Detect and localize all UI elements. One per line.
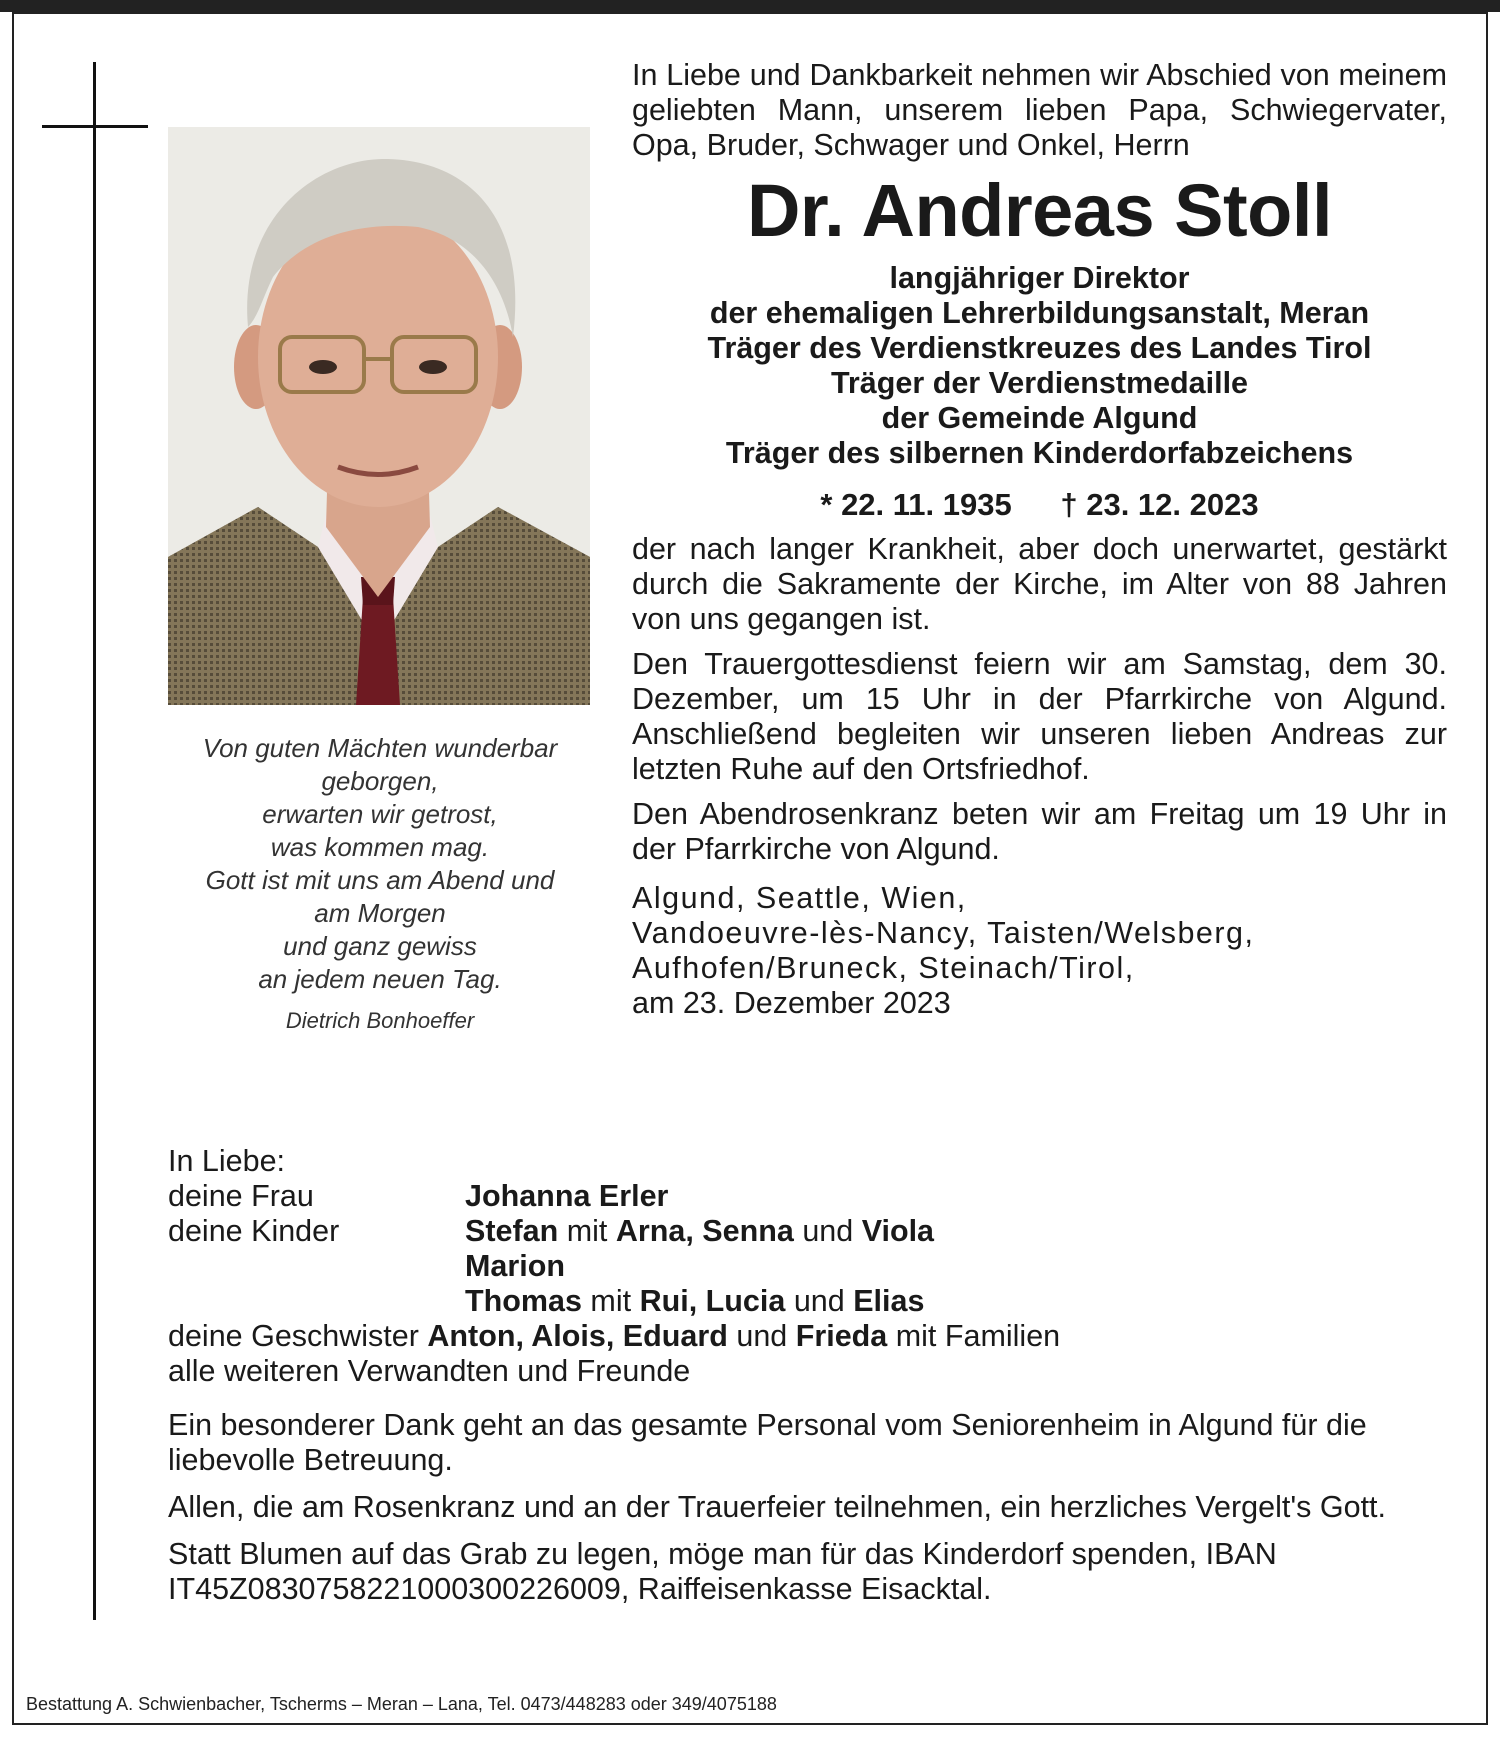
family-member: Viola <box>861 1214 935 1248</box>
closing-paragraph: Allen, die am Rosenkranz und an der Trauerfeier teilnehmen, ein herzliches Vergelt's Gott. <box>168 1490 1387 1524</box>
honor-line: Träger des silbernen Kinderdorfabzeichens <box>725 436 1354 470</box>
family-label: deine Geschwister <box>168 1319 419 1353</box>
honor-line: Träger des Verdienstkreuzes des Landes Tirol <box>707 331 1372 365</box>
family-member: Stefan <box>465 1214 559 1248</box>
connector-text: mit <box>590 1284 632 1318</box>
family-row-child <box>168 1284 1060 1319</box>
family-member: Thomas <box>465 1284 582 1318</box>
quote-author: Dietrich Bonhoeffer <box>285 1008 475 1033</box>
family-label: deine Kinder <box>168 1214 340 1248</box>
honor-line: der Gemeinde Algund <box>881 401 1198 435</box>
places-line: Algund, Seattle, Wien, <box>632 881 967 915</box>
connector-text: mit <box>566 1214 608 1248</box>
quote-line: an jedem neuen Tag. <box>258 964 502 994</box>
death-date: † 23. 12. 2023 <box>1060 487 1259 522</box>
family-member: Rui, Lucia <box>639 1284 786 1318</box>
paragraph: Den Abendrosenkranz beten wir am Freitag um 19 Uhr in der Pfarrkirche von Algund. <box>632 797 1447 866</box>
family-row-wife <box>168 1179 1060 1214</box>
honor-line: Träger der Verdienstmedaille <box>830 366 1249 400</box>
place-date: am 23. Dezember 2023 <box>632 986 951 1020</box>
cross-icon-horizontal <box>42 125 148 128</box>
quote-line: Gott ist mit uns am Abend und <box>205 865 555 895</box>
family-list <box>168 1144 1060 1389</box>
family-member: Anton, Alois, Eduard <box>427 1319 728 1353</box>
funeral-home-footer: Bestattung A. Schwienbacher, Tscherms – Meran – Lana, Tel. 0473/448283 oder 349/4075188 <box>26 1694 777 1714</box>
connector-text: und <box>802 1214 854 1248</box>
family-row-child <box>168 1249 1060 1284</box>
quote-line: erwarten wir getrost, <box>262 799 498 829</box>
portrait-photo <box>168 127 590 705</box>
closing-section <box>168 1408 1448 1619</box>
deceased-name: Dr. Andreas Stoll <box>746 169 1333 252</box>
quote-line: und ganz gewiss <box>283 931 477 961</box>
paragraph: der nach langer Krankheit, aber doch unerwartet, gestärkt durch die Sakramente der Kirche, im Alter von 88 Jahren von uns gegangen ist. <box>632 532 1447 636</box>
top-border <box>0 0 1500 12</box>
places-line: Vandoeuvre-lès-Nancy, Taisten/Welsberg, <box>632 916 1255 950</box>
places-block <box>632 881 1447 1021</box>
family-member: Frieda <box>795 1319 888 1353</box>
connector-text: und <box>736 1319 788 1353</box>
closing-paragraph: Statt Blumen auf das Grab zu legen, möge man für das Kinderdorf spenden, IBAN IT45Z0830758221000300226009, Raiffeisenkasse Eisacktal. <box>168 1537 1277 1606</box>
family-member: Johanna Erler <box>465 1179 669 1213</box>
quote-line: am Morgen <box>314 898 446 928</box>
bonhoeffer-quote <box>160 732 600 1037</box>
portrait-illustration <box>168 127 590 705</box>
intro-text: In Liebe und Dankbarkeit nehmen wir Abschied von meinem geliebten Mann, unserem lieben Papa, Schwiegervater, Opa, Bruder, Schwager und Onkel, Herrn <box>632 58 1447 162</box>
places-line: Aufhofen/Bruneck, Steinach/Tirol, <box>632 951 1135 985</box>
paragraph: Den Trauergottesdienst feiern wir am Samstag, dem 30. Dezember, um 15 Uhr in der Pfarrkirche von Algund. Anschließend begleiten wir unseren lieben Andreas zur letzten Ruhe auf den Ortsfriedhof. <box>632 647 1447 786</box>
family-member: Elias <box>853 1284 925 1318</box>
honor-line: langjähriger Direktor <box>889 261 1190 295</box>
family-row-children <box>168 1214 1060 1249</box>
birth-date: * 22. 11. 1935 <box>820 487 1012 522</box>
life-dates <box>632 487 1447 522</box>
family-heading: In Liebe: <box>168 1144 286 1178</box>
closing-paragraph: Ein besonderer Dank geht an das gesamte Personal vom Seniorenheim in Algund für die liebevolle Betreuung. <box>168 1408 1367 1477</box>
quote-line: Von guten Mächten wunderbar <box>202 733 558 763</box>
cross-icon-vertical <box>93 62 96 1620</box>
family-member: Marion <box>465 1249 565 1283</box>
honors-list <box>632 261 1447 471</box>
family-label: deine Frau <box>168 1179 314 1213</box>
quote-line: was kommen mag. <box>270 832 490 862</box>
main-column <box>632 58 1447 1021</box>
family-others: alle weiteren Verwandten und Freunde <box>168 1354 691 1388</box>
connector-text: und <box>793 1284 845 1318</box>
family-row-siblings <box>168 1319 1060 1354</box>
connector-text: mit Familien <box>895 1319 1061 1353</box>
quote-line: geborgen, <box>321 766 439 796</box>
family-member: Arna, Senna <box>615 1214 794 1248</box>
honor-line: der ehemaligen Lehrerbildungsanstalt, Meran <box>709 296 1370 330</box>
